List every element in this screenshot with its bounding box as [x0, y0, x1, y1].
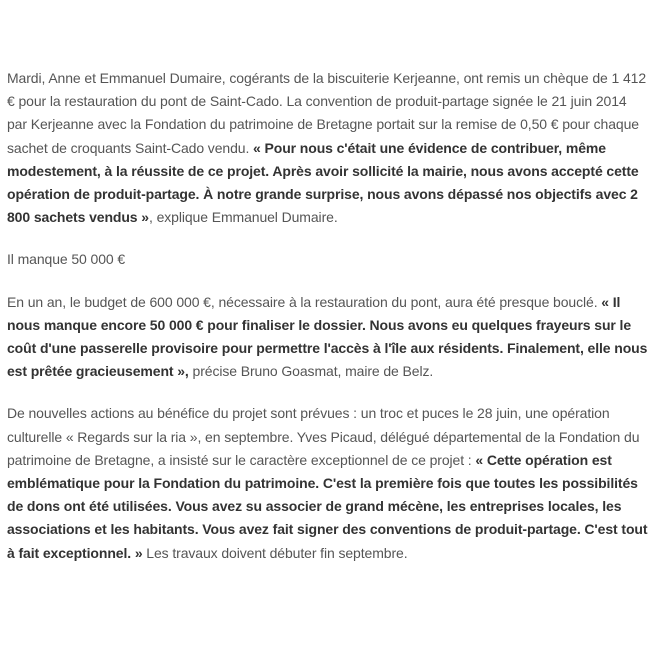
paragraph-1-quote: « Pour nous c'était une évidence de contribuer, même modestement, à la réussite de ce projet. Après avoir sollicité la mairie, nous avons accepté cette opération de produit-partage. À notre grande surprise, nous avons dépassé nos objectifs avec 2 800 sachets vendus » — [7, 139, 639, 226]
paragraph-3 — [7, 402, 649, 564]
paragraph-2-quote: « Il nous manque encore 50 000 € pour finaliser le dossier. Nous avons eu quelques frayeurs sur le coût d'une passerelle provisoire pour permettre l'accès à l'île aux résidents. Finalement, elle nous est prêtée gracieusement », — [7, 293, 648, 380]
paragraph-1-after: , explique Emmanuel Dumaire. — [148, 209, 338, 226]
paragraph-1-text: Mardi, Anne et Emmanuel Dumaire, cogérants de la biscuiterie Kerjeanne, ont remis un chèque de 1 412 € pour la restauration du pont de Saint-Cado. La convention de produit-partage signée le 21 juin 2014 par Kerjeanne avec la Fondation du patrimoine de Bretagne portait sur la remise de 0,50 € pour chaque sachet de croquants Saint-Cado vendu. — [7, 70, 647, 156]
paragraph-3-text: De nouvelles actions au bénéfice du projet sont prévues : un troc et puces le 28 juin, une opération culturelle « Regards sur la ria », en septembre. Yves Picaud, délégué départemental de la Fondation du patrimoine de Bretagne, a insisté sur le caractère exceptionnel de ce projet : — [7, 405, 640, 468]
paragraph-2-text: En un an, le budget de 600 000 €, nécessaire à la restauration du pont, aura été presque bouclé. — [7, 293, 602, 310]
paragraph-2-after: précise Bruno Goasmat, maire de Belz. — [188, 363, 434, 380]
article-body — [7, 67, 649, 584]
paragraph-2 — [7, 291, 649, 384]
paragraph-3-after: Les travaux doivent débuter fin septembre. — [142, 544, 408, 561]
subheading: Il manque 50 000 € — [7, 251, 126, 268]
paragraph-3-quote: « Cette opération est emblématique pour la Fondation du patrimoine. C'est la première fois que toutes les possibilités de dons ont été utilisées. Vous avez su associer de grand mécène, les entreprises locales, les associations et les habitants. Vous avez fait signer des conventions de produit-partage. C'est tout à fait exceptionnel. » — [7, 451, 648, 561]
paragraph-1 — [7, 67, 649, 229]
